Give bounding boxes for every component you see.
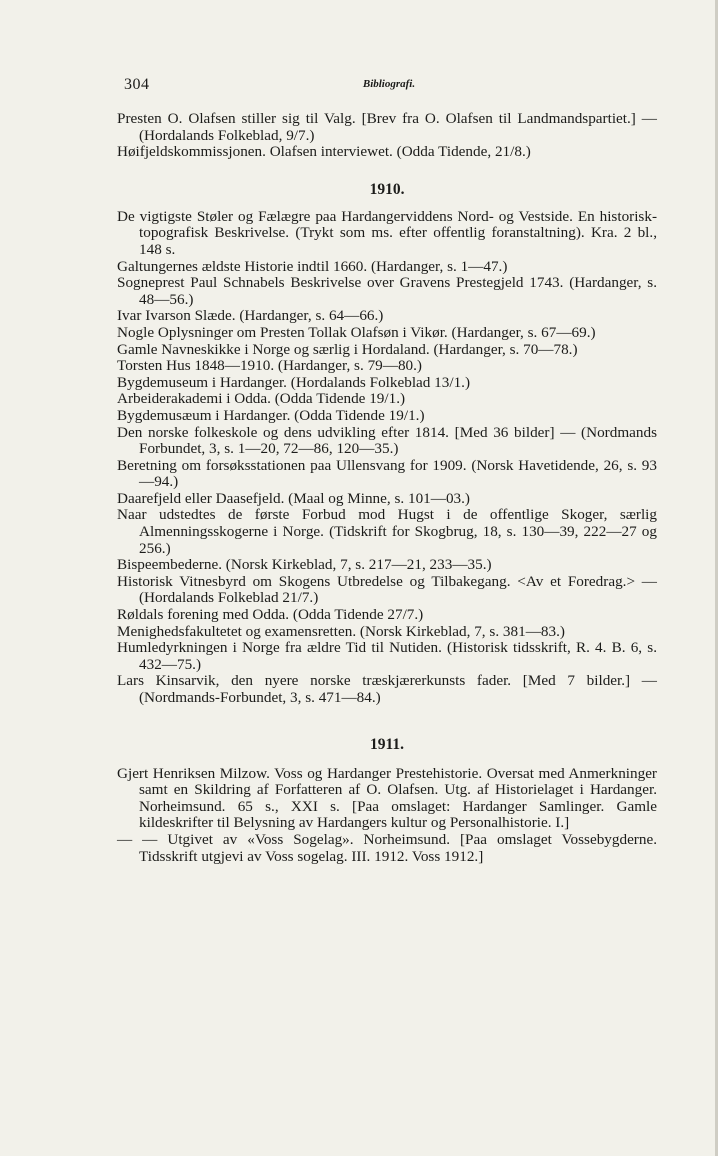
page-number: 304 xyxy=(124,76,150,93)
year-heading: 1910. xyxy=(369,180,405,198)
bibliography-entry: Ivar Ivarson Slæde. (Hardanger, s. 64—66.) xyxy=(117,307,384,325)
bibliography-entry: Torsten Hus 1848—1910. (Hardanger, s. 79—80.) xyxy=(117,357,422,375)
bibliography-entry: Sogneprest Paul Schnabels Beskrivelse over Gravens Prestegjeld 1743. (Hardanger, s. 48—56.) xyxy=(117,274,657,308)
bibliography-entry: Historisk Vitnesbyrd om Skogens Utbredelse og Tilbakegang. <Av et Foredrag.> — (Hordalands Folkeblad 21/7.) xyxy=(117,572,657,607)
bibliography-body xyxy=(117,111,657,865)
bibliography-entry: Nogle Oplysninger om Presten Tollak Olafsøn i Vikør. (Hardanger, s. 67—69.) xyxy=(117,323,596,341)
bibliography-entry: Naar udstedtes de første Forbud mod Hugst i de offentlige Skoger, særlig Almenningsskogerne i Norge. (Tidskrift for Skogbrug, 18, s. 130—39, 222—27 og 256.) xyxy=(117,506,657,557)
bibliography-entry: Arbeiderakademi i Odda. (Odda Tidende 19/1.) xyxy=(117,390,406,408)
bibliography-entry: Bispeembederne. (Norsk Kirkeblad, 7, s. 217—21, 233—35.) xyxy=(117,556,492,574)
bibliography-entry: Høifjeldskommissjonen. Olafsen interviewet. (Odda Tidende, 21/8.) xyxy=(117,143,531,161)
bibliography-entry: Presten O. Olafsen stiller sig til Valg. [Brev fra O. Olafsen til Landmandspartiet.] — (Hordalands Folkeblad, 9/7.) xyxy=(117,110,657,144)
page-header xyxy=(124,76,654,96)
bibliography-entry: Daarefjeld eller Daasefjeld. (Maal og Minne, s. 101—03.) xyxy=(117,489,470,507)
bibliography-entry: Galtungernes ældste Historie indtil 1660. (Hardanger, s. 1—47.) xyxy=(117,257,508,275)
bibliography-entry: Humledyrkningen i Norge fra ældre Tid til Nutiden. (Historisk tidsskrift, R. 4. B. 6, s. 432—75.) xyxy=(117,639,657,673)
year-heading: 1911. xyxy=(369,735,405,753)
bibliography-entry: De vigtigste Støler og Fælægre paa Hardangerviddens Nord- og Vestside. En historisk-topografisk Beskrivelse. (Trykt som ms. efter offentlig foranstaltning). Kra. 2 bl., 148 s. xyxy=(117,207,657,258)
bibliography-entry: Bygdemusæum i Hardanger. (Odda Tidende 19/1.) xyxy=(117,406,425,424)
bibliography-entry: Gjert Henriksen Milzow. Voss og Hardanger Prestehistorie. Oversat med Anmerkninger samt en Skildring af Forfatteren af O. Olafsen. Utg. af Historielaget i Hardanger. Norheimsund. 65 s., XXI s. [Paa omslaget: Hardanger Samlinger. Gamle kildeskrifter til Belysning av Hardangers kultur og Personalhistorie. I.] xyxy=(117,764,657,832)
bibliography-entry: — — Utgivet av «Voss Sogelag». Norheimsund. [Paa omslaget Vossebygderne. Tidsskrift utgjevi av Voss sogelag. III. 1912. Voss 1912.] xyxy=(117,830,657,865)
section-1910 xyxy=(117,181,657,707)
bibliography-entry: Røldals forening med Odda. (Odda Tidende 27/7.) xyxy=(117,606,424,624)
bibliography-entry: Den norske folkeskole og dens udvikling efter 1814. [Med 36 bilder] — (Nordmands Forbundet, 3, s. 1—20, 72—86, 120—35.) xyxy=(117,423,657,458)
bibliography-entry: Lars Kinsarvik, den nyere norske træskjærerkunsts fader. [Med 7 bilder.] — (Nordmands-Forbundet, 3, s. 471—84.) xyxy=(117,672,657,706)
bibliography-entry: Menighedsfakultetet og examensretten. (Norsk Kirkeblad, 7, s. 381—83.) xyxy=(117,622,565,640)
bibliography-entry: Bygdemuseum i Hardanger. (Hordalands Folkeblad 13/1.) xyxy=(117,373,471,391)
bibliography-entry: Beretning om forsøksstationen paa Ullensvang for 1909. (Norsk Havetidende, 26, s. 93—94.) xyxy=(117,456,657,491)
section-1911 xyxy=(117,736,657,866)
bibliography-entry: Gamle Navneskikke i Norge og særlig i Hordaland. (Hardanger, s. 70—78.) xyxy=(117,340,578,358)
running-head: Bibliografi. xyxy=(362,78,416,90)
section-continuation xyxy=(117,111,657,161)
